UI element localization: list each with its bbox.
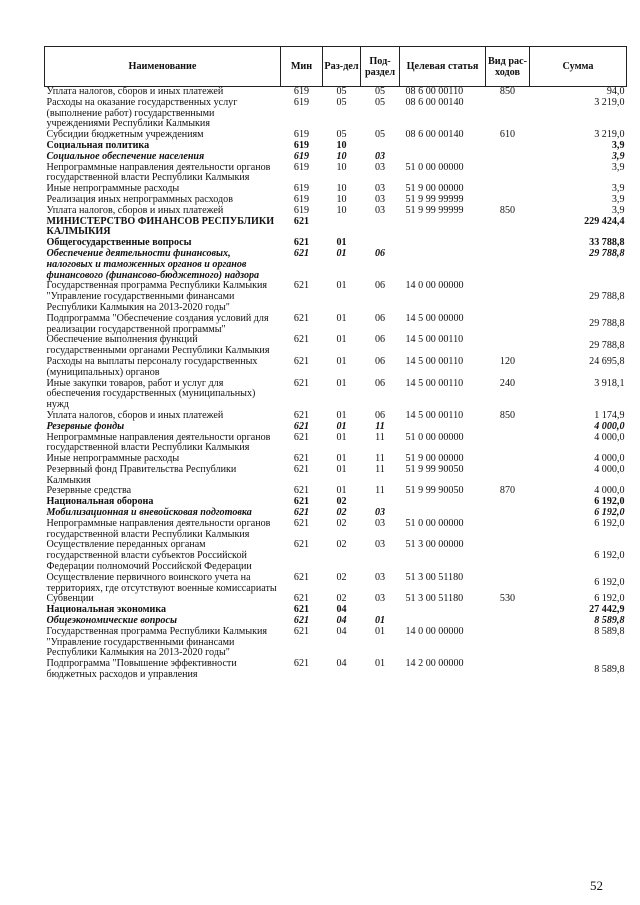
row-razdel: 01 xyxy=(336,463,347,475)
row-razdel: 05 xyxy=(336,86,347,97)
page-number: 52 xyxy=(590,878,603,893)
row-razdel: 02 xyxy=(336,593,347,605)
row-tselevaya xyxy=(400,422,486,433)
row-podrazdel: 05 xyxy=(374,96,386,108)
row-podrazdel: 06 xyxy=(374,280,386,292)
table-row xyxy=(45,206,627,217)
table-row xyxy=(45,357,627,379)
row-vid xyxy=(486,605,530,616)
row-razdel: 01 xyxy=(336,334,347,346)
row-vid xyxy=(486,141,530,152)
row-podrazdel: 03 xyxy=(374,150,386,162)
row-min: 621 xyxy=(293,517,310,529)
row-name: Иные закупки товаров, работ и услуг для обеспечения государственных (муниципальных) нужд xyxy=(46,377,256,411)
row-podrazdel: 03 xyxy=(374,571,386,583)
row-podrazdel: 06 xyxy=(374,312,386,324)
row-min: 621 xyxy=(293,571,310,583)
row-razdel: 10 xyxy=(336,150,347,162)
table-row xyxy=(45,627,627,659)
row-tselevaya xyxy=(400,141,486,152)
row-tselevaya: 08 6 00 00140 xyxy=(405,96,464,108)
row-tselevaya: 51 9 99 99999 xyxy=(405,204,464,216)
row-summa: 229 424,4 xyxy=(584,215,625,227)
row-podrazdel: 03 xyxy=(374,539,386,551)
table-row xyxy=(45,217,627,239)
row-min: 619 xyxy=(293,129,310,141)
row-vid: 240 xyxy=(499,377,516,389)
row-name: Расходы на оказание государственных услуг (выполнение работ) государственными учреждениями Республики Калмыкия xyxy=(46,96,238,130)
row-name: Резервные средства xyxy=(46,485,132,497)
row-tselevaya: 51 0 00 00000 xyxy=(405,161,464,173)
row-podrazdel: 03 xyxy=(374,183,386,195)
row-tselevaya: 51 0 00 00000 xyxy=(405,517,464,529)
header-tselevaya: Целевая статья xyxy=(400,47,486,87)
row-summa: 29 788,8 xyxy=(589,318,625,330)
row-vid xyxy=(486,422,530,433)
table-row xyxy=(45,433,627,455)
row-name: Субвенции xyxy=(46,593,94,605)
row-summa: 33 788,8 xyxy=(589,237,625,249)
row-min: 621 xyxy=(293,431,310,443)
row-tselevaya: 14 5 00 00000 xyxy=(405,312,464,324)
row-razdel: 10 xyxy=(336,139,347,151)
row-name: Осуществление переданных органам государственной власти субъектов Российской Федерации полномочий Российской Федерации xyxy=(46,539,252,573)
row-razdel: 10 xyxy=(336,204,347,216)
row-tselevaya: 51 9 99 90050 xyxy=(405,463,464,475)
row-podrazdel: 01 xyxy=(374,625,386,637)
row-name: Обеспечение деятельности финансовых, налоговых и таможенных органов и органов финансового (финансово-бюджетного) надзора xyxy=(46,247,260,281)
row-tselevaya: 51 3 00 51180 xyxy=(405,571,464,583)
row-summa: 8 589,8 xyxy=(594,615,625,627)
row-vid xyxy=(486,249,530,281)
row-tselevaya xyxy=(400,497,486,508)
row-name: Уплата налогов, сборов и иных платежей xyxy=(46,409,224,421)
row-name: Подпрограмма "Обеспечение создания условий для реализации государственной программы" xyxy=(46,312,269,335)
table-row xyxy=(45,249,627,281)
row-vid xyxy=(486,217,530,239)
row-summa: 6 192,0 xyxy=(594,593,625,605)
row-vid xyxy=(486,281,530,313)
row-podrazdel: 03 xyxy=(374,517,386,529)
row-tselevaya: 51 3 00 51180 xyxy=(405,593,464,605)
row-summa: 4 000,0 xyxy=(594,485,625,497)
row-summa: 24 695,8 xyxy=(589,355,625,367)
row-summa: 3,9 xyxy=(611,204,625,216)
row-podrazdel: 06 xyxy=(374,355,386,367)
row-razdel: 02 xyxy=(336,539,347,551)
row-name: Реализация иных непрограммных расходов xyxy=(46,193,233,205)
row-min: 621 xyxy=(293,355,310,367)
row-razdel: 05 xyxy=(336,129,347,141)
table-body xyxy=(45,87,627,681)
row-vid: 610 xyxy=(499,129,516,141)
row-summa: 94,0 xyxy=(606,86,625,97)
row-razdel: 01 xyxy=(336,247,347,259)
header-podrazdel: Под-раздел xyxy=(361,47,400,87)
row-name: Иные непрограммные расходы xyxy=(46,183,180,195)
row-name: Уплата налогов, сборов и иных платежей xyxy=(46,204,224,216)
row-summa: 29 788,8 xyxy=(589,291,625,303)
row-vid: 870 xyxy=(499,485,516,497)
table-row xyxy=(45,379,627,411)
row-name: Иные непрограммные расходы xyxy=(46,453,180,465)
row-name: Обеспечение выполнения функций государственными органами Республики Калмыкия xyxy=(46,334,270,357)
row-summa: 3 219,0 xyxy=(594,129,625,141)
row-razdel: 10 xyxy=(336,161,347,173)
row-min: 619 xyxy=(293,204,310,216)
row-vid: 850 xyxy=(499,204,516,216)
header-name: Наименование xyxy=(45,47,281,87)
row-vid xyxy=(486,508,530,519)
row-min: 621 xyxy=(293,215,310,227)
row-min: 621 xyxy=(293,485,310,497)
row-min: 621 xyxy=(293,507,310,519)
row-name: Социальное обеспечение населения xyxy=(46,150,205,162)
row-podrazdel: 03 xyxy=(374,161,386,173)
row-name: Непрограммные направления деятельности органов государственной власти Республики Калмыкия xyxy=(46,161,271,184)
header-vid: Вид рас-ходов xyxy=(486,47,530,87)
table-row xyxy=(45,314,627,336)
row-podrazdel: 06 xyxy=(374,409,386,421)
row-vid xyxy=(486,540,530,572)
row-podrazdel: 03 xyxy=(374,204,386,216)
row-vid: 850 xyxy=(499,86,516,97)
row-summa: 3 918,1 xyxy=(594,377,625,389)
row-min: 621 xyxy=(293,377,310,389)
row-podrazdel: 11 xyxy=(375,453,385,465)
table-header xyxy=(45,47,627,87)
row-tselevaya: 14 0 00 00000 xyxy=(405,280,464,292)
row-podrazdel xyxy=(361,217,400,239)
row-tselevaya: 14 5 00 00110 xyxy=(405,355,464,367)
header-razdel: Раз-дел xyxy=(323,47,361,87)
row-razdel: 01 xyxy=(336,420,347,432)
row-razdel: 01 xyxy=(336,355,347,367)
row-min: 621 xyxy=(293,312,310,324)
row-vid: 120 xyxy=(499,355,516,367)
row-vid xyxy=(486,314,530,336)
row-min: 619 xyxy=(293,96,310,108)
row-summa: 6 192,0 xyxy=(594,496,625,508)
row-vid xyxy=(486,433,530,455)
row-min: 621 xyxy=(293,463,310,475)
row-tselevaya xyxy=(400,238,486,249)
row-min: 621 xyxy=(293,409,310,421)
row-podrazdel: 03 xyxy=(374,193,386,205)
row-vid: 850 xyxy=(499,409,516,421)
row-razdel: 01 xyxy=(336,377,347,389)
row-tselevaya: 51 9 00 00000 xyxy=(405,183,464,195)
header-min: Мин xyxy=(281,47,323,87)
row-vid xyxy=(486,497,530,508)
row-tselevaya: 08 6 00 00110 xyxy=(405,86,464,97)
row-podrazdel: 06 xyxy=(374,334,386,346)
row-name: Государственная программа Республики Калмыкия "Управление государственными финансами Республики Калмыкия на 2013-2020 годы" xyxy=(46,280,268,313)
row-tselevaya: 51 9 99 99999 xyxy=(405,193,464,205)
row-min: 619 xyxy=(293,161,310,173)
row-summa: 3,9 xyxy=(611,150,625,162)
row-tselevaya: 08 6 00 00140 xyxy=(405,129,464,141)
row-tselevaya xyxy=(400,217,486,239)
row-summa: 8 589,8 xyxy=(594,625,625,637)
row-min: 621 xyxy=(293,625,310,637)
row-name: Общеэкономические вопросы xyxy=(46,615,177,627)
row-name: Государственная программа Республики Калмыкия "Управление государственными финансами Республики Калмыкия на 2013-2020 годы" xyxy=(46,625,268,659)
row-razdel: 01 xyxy=(336,237,347,249)
row-podrazdel: 05 xyxy=(374,129,386,141)
row-tselevaya xyxy=(400,249,486,281)
row-summa: 6 192,0 xyxy=(594,577,625,589)
row-summa: 1 174,9 xyxy=(594,409,625,421)
row-podrazdel: 05 xyxy=(374,86,386,97)
row-razdel: 05 xyxy=(336,96,347,108)
row-min: 619 xyxy=(293,139,310,151)
row-podrazdel: 03 xyxy=(374,507,386,519)
row-tselevaya: 51 9 00 00000 xyxy=(405,453,464,465)
row-tselevaya: 51 0 00 00000 xyxy=(405,431,464,443)
row-min: 621 xyxy=(293,496,310,508)
row-razdel: 01 xyxy=(336,280,347,292)
table-row xyxy=(45,659,627,681)
table-row xyxy=(45,335,627,357)
table-row xyxy=(45,573,627,595)
row-min: 621 xyxy=(293,280,310,292)
row-min: 621 xyxy=(293,453,310,465)
row-name: Субсидии бюджетным учреждениям xyxy=(46,129,204,141)
row-vid xyxy=(486,98,530,130)
table-row xyxy=(45,540,627,572)
table-row xyxy=(45,98,627,130)
table-row xyxy=(45,519,627,541)
row-podrazdel: 11 xyxy=(375,463,385,475)
row-vid xyxy=(486,627,530,659)
row-min: 619 xyxy=(293,183,310,195)
row-podrazdel: 01 xyxy=(374,658,386,670)
row-summa: 29 788,8 xyxy=(589,339,625,351)
row-vid xyxy=(486,184,530,195)
row-summa: 4 000,0 xyxy=(594,420,625,432)
table-row xyxy=(45,281,627,313)
row-razdel: 01 xyxy=(336,485,347,497)
row-podrazdel: 11 xyxy=(375,431,385,443)
row-min: 621 xyxy=(293,247,310,259)
row-min: 621 xyxy=(293,237,310,249)
row-name: Мобилизационная и вневойсковая подготовка xyxy=(46,507,252,519)
row-vid xyxy=(486,454,530,465)
row-summa: 8 589,8 xyxy=(594,663,625,675)
budget-table-sheet xyxy=(44,46,626,681)
row-min: 619 xyxy=(293,150,310,162)
budget-table xyxy=(44,46,627,681)
row-tselevaya: 14 2 00 00000 xyxy=(405,658,464,670)
row-min: 621 xyxy=(293,593,310,605)
row-razdel: 01 xyxy=(336,312,347,324)
row-vid xyxy=(486,616,530,627)
row-name: Уплата налогов, сборов и иных платежей xyxy=(46,86,224,97)
row-razdel: 01 xyxy=(336,409,347,421)
row-min: 621 xyxy=(293,658,310,670)
row-vid xyxy=(486,465,530,487)
row-razdel: 02 xyxy=(336,507,347,519)
row-min: 621 xyxy=(293,420,310,432)
row-name: Осуществление первичного воинского учета на территориях, где отсутствуют военные комиссариаты xyxy=(46,571,277,594)
row-min: 621 xyxy=(293,615,310,627)
row-name: Расходы на выплаты персоналу государственных (муниципальных) органов xyxy=(46,355,258,378)
row-summa: 4 000,0 xyxy=(594,431,625,443)
row-min: 621 xyxy=(293,604,310,616)
row-summa: 4 000,0 xyxy=(594,463,625,475)
row-razdel: 01 xyxy=(336,431,347,443)
table-row xyxy=(45,163,627,185)
row-podrazdel: 11 xyxy=(375,485,385,497)
row-min: 619 xyxy=(293,86,310,97)
row-vid xyxy=(486,335,530,357)
table-row xyxy=(45,152,627,163)
row-vid xyxy=(486,573,530,595)
row-name: Резервные фонды xyxy=(46,420,125,432)
row-summa: 6 192,0 xyxy=(594,550,625,562)
row-razdel: 04 xyxy=(336,604,347,616)
header-summa: Сумма xyxy=(530,47,627,87)
row-razdel: 10 xyxy=(336,183,347,195)
row-razdel: 02 xyxy=(336,571,347,583)
row-summa: 3,9 xyxy=(611,183,625,195)
row-name: МИНИСТЕРСТВО ФИНАНСОВ РЕСПУБЛИКИ КАЛМЫКИЯ xyxy=(46,215,275,238)
row-vid xyxy=(486,152,530,163)
row-tselevaya: 51 9 99 90050 xyxy=(405,485,464,497)
row-razdel: 04 xyxy=(336,615,347,627)
row-vid xyxy=(486,238,530,249)
row-summa: 3,9 xyxy=(611,193,625,205)
row-vid xyxy=(486,659,530,681)
row-podrazdel: 06 xyxy=(374,377,386,389)
row-razdel: 01 xyxy=(336,453,347,465)
row-podrazdel: 03 xyxy=(374,593,386,605)
row-podrazdel: 11 xyxy=(375,420,385,432)
row-name: Общегосударственные вопросы xyxy=(46,237,192,249)
row-razdel: 04 xyxy=(336,625,347,637)
row-name: Национальная оборона xyxy=(46,496,154,508)
row-tselevaya xyxy=(400,605,486,616)
row-summa: 27 442,9 xyxy=(589,604,625,616)
row-vid: 530 xyxy=(499,593,516,605)
row-summa: 6 192,0 xyxy=(594,507,625,519)
table-row xyxy=(45,422,627,433)
row-name: Подпрограмма "Повышение эффективности бюджетных расходов и управления xyxy=(46,658,237,681)
row-min: 619 xyxy=(293,193,310,205)
table-row xyxy=(45,465,627,487)
row-tselevaya: 14 5 00 00110 xyxy=(405,334,464,346)
row-vid xyxy=(486,519,530,541)
row-name: Национальная экономика xyxy=(46,604,167,616)
row-summa: 3,9 xyxy=(611,139,625,151)
row-tselevaya: 14 5 00 00110 xyxy=(405,377,464,389)
row-tselevaya: 14 5 00 00110 xyxy=(405,409,464,421)
row-name: Социальная политика xyxy=(46,139,150,151)
row-podrazdel: 06 xyxy=(374,247,386,259)
row-podrazdel: 01 xyxy=(374,615,386,627)
row-summa: 3,9 xyxy=(611,161,625,173)
row-name: Непрограммные направления деятельности органов государственной власти Республики Калмыкия xyxy=(46,517,271,540)
row-vid xyxy=(486,163,530,185)
row-summa: 6 192,0 xyxy=(594,517,625,529)
row-summa: 3 219,0 xyxy=(594,96,625,108)
row-razdel: 02 xyxy=(336,517,347,529)
row-razdel xyxy=(323,217,361,239)
row-summa: 29 788,8 xyxy=(589,247,625,259)
row-name: Резервный фонд Правительства Республики Калмыкия xyxy=(46,463,237,486)
row-min: 621 xyxy=(293,539,310,551)
row-min: 621 xyxy=(293,334,310,346)
row-razdel: 04 xyxy=(336,658,347,670)
row-razdel: 02 xyxy=(336,496,347,508)
row-razdel: 10 xyxy=(336,193,347,205)
row-tselevaya: 51 3 00 00000 xyxy=(405,539,464,551)
row-summa: 4 000,0 xyxy=(594,453,625,465)
row-tselevaya xyxy=(400,152,486,163)
row-tselevaya: 14 0 00 00000 xyxy=(405,625,464,637)
row-name: Непрограммные направления деятельности органов государственной власти Республики Калмыкия xyxy=(46,431,271,454)
